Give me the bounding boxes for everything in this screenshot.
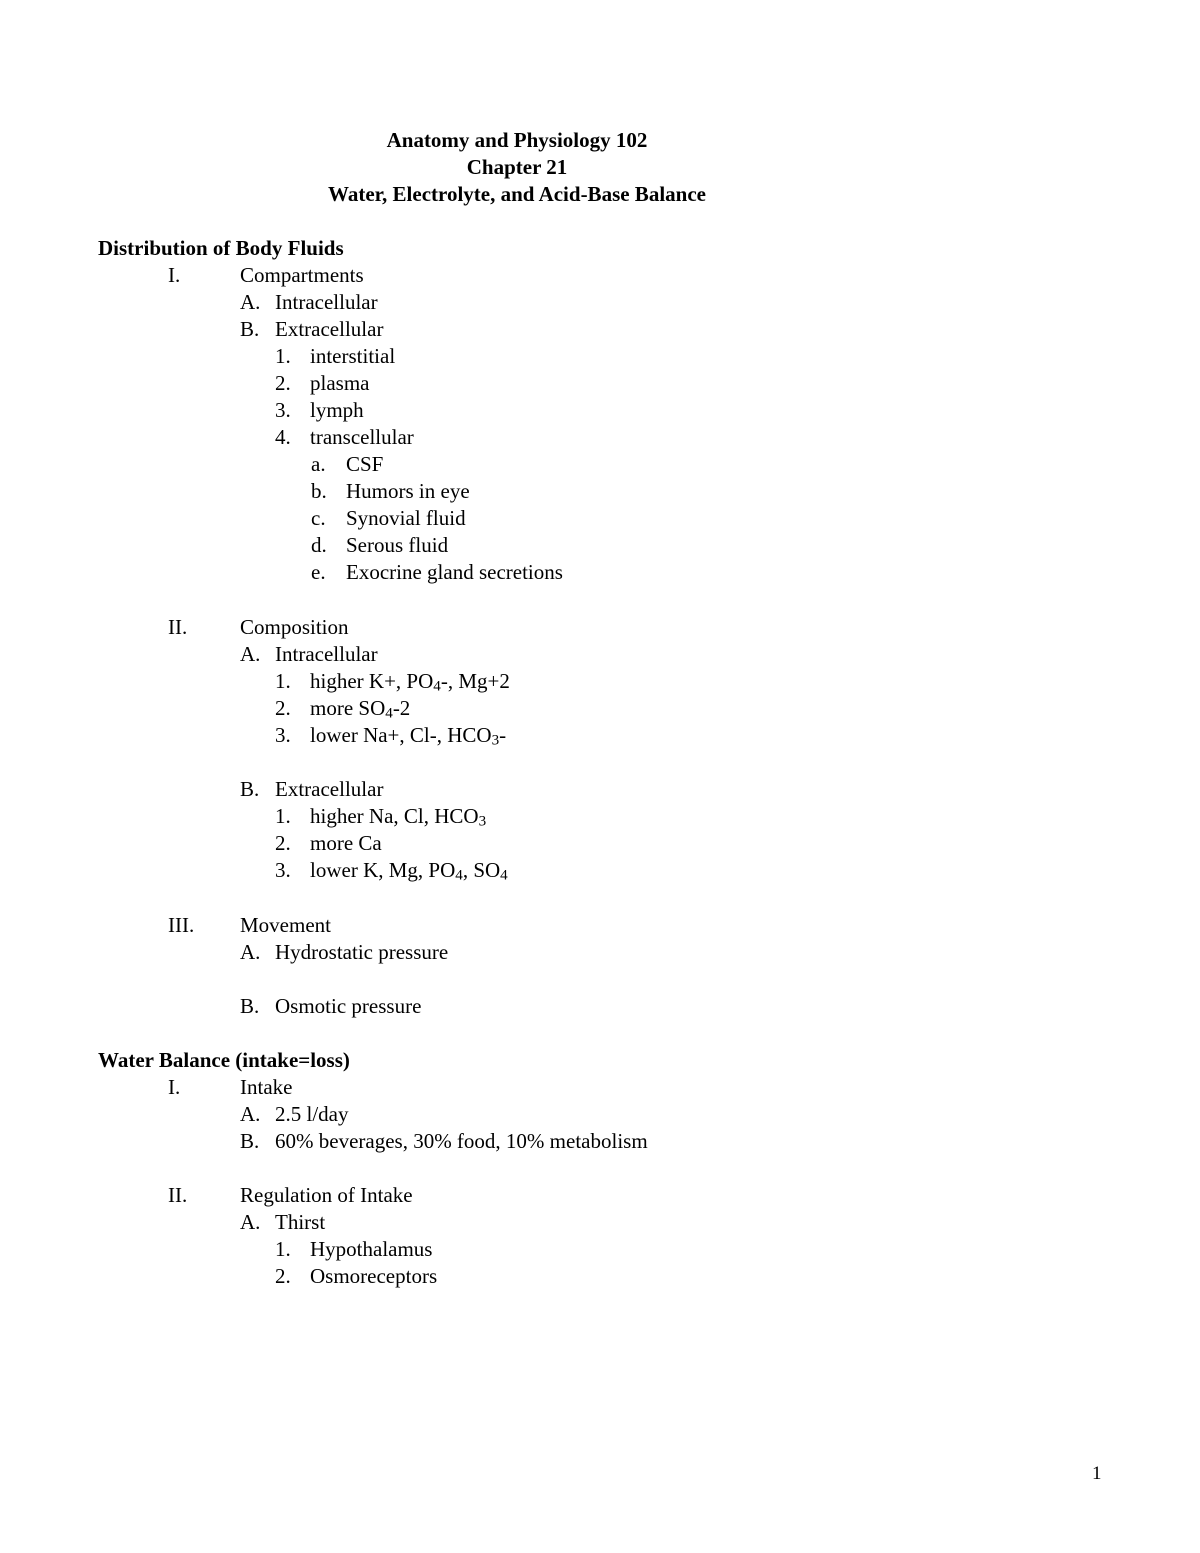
outline-marker: 1. [275,669,291,693]
outline-marker: 3. [275,858,291,882]
outline-marker: A. [240,642,261,666]
outline-text: higher K+, $PO_4-$, Mg+2 [310,669,510,695]
outline-marker: d. [311,533,327,557]
outline-text: Extracellular [275,317,384,341]
outline-text: Thirst [275,1210,326,1234]
roman-numeral: II. [168,615,188,639]
outline-text: lymph [310,398,364,422]
outline-marker: B. [240,777,260,801]
outline-marker: 2. [275,371,291,395]
outline-label: Intake [240,1075,293,1099]
outline-marker: 2. [275,696,291,720]
chapter-title: Chapter 21 [466,155,568,179]
outline-text: Hypothalamus [310,1237,433,1261]
outline-text: 60% beverages, 30% food, 10% metabolism [275,1129,648,1153]
outline-text: Intracellular [275,642,378,666]
outline-text: Osmotic pressure [275,994,422,1018]
outline-marker: b. [311,479,327,503]
outline-text: Humors in eye [346,479,470,503]
outline-text: Synovial fluid [346,506,466,530]
outline-marker: A. [240,290,261,314]
outline-marker: 4. [275,425,291,449]
outline-text: Extracellular [275,777,384,801]
outline-text: Exocrine gland secretions [346,560,563,584]
outline-marker: 1. [275,804,291,828]
outline-label: Regulation of Intake [240,1183,413,1207]
outline-marker: B. [240,994,260,1018]
topic-title: Water, Electrolyte, and Acid-Base Balance [328,182,706,206]
outline-text: Serous fluid [346,533,449,557]
outline-marker: B. [240,1129,260,1153]
roman-numeral: II. [168,1183,188,1207]
outline-text: lower Na+, Cl-, $HCO_3-$ [310,723,507,749]
outline-text: more $SO_4-2$ [310,696,411,722]
outline-marker: c. [311,506,326,530]
outline-text: interstitial [310,344,396,368]
outline-text: lower K, Mg, $PO_4$, $SO_4$ [310,858,508,884]
outline-text: 2.5 l/day [275,1102,349,1126]
outline-label: Movement [240,913,331,937]
section-heading-water-balance: Water Balance (intake=loss) [98,1048,350,1072]
outline-marker: 2. [275,831,291,855]
outline-marker: 1. [275,1237,291,1261]
outline-label: Composition [240,615,349,639]
section-heading-distribution: Distribution of Body Fluids [98,236,344,260]
outline-marker: 3. [275,723,291,747]
outline-marker: 2. [275,1264,291,1288]
roman-numeral: I. [168,1075,181,1099]
outline-marker: a. [311,452,326,476]
roman-numeral: III. [168,913,195,937]
roman-numeral: I. [168,263,181,287]
outline-text: CSF [346,452,384,476]
course-title: Anatomy and Physiology 102 [386,128,648,152]
outline-text: more Ca [310,831,382,855]
outline-text: Hydrostatic pressure [275,940,449,964]
outline-marker: B. [240,317,260,341]
page-number: 1 [1092,1463,1102,1484]
outline-marker: e. [311,560,326,584]
outline-marker: A. [240,1210,261,1234]
outline-text: Intracellular [275,290,378,314]
outline-text: transcellular [310,425,414,449]
outline-marker: 1. [275,344,291,368]
outline-text: Osmoreceptors [310,1264,438,1288]
outline-text: higher Na, Cl, $HCO_3$ [310,804,487,830]
outline-marker: A. [240,1102,261,1126]
outline-label: Compartments [240,263,364,287]
outline-marker: 3. [275,398,291,422]
outline-marker: A. [240,940,261,964]
outline-text: plasma [310,371,370,395]
